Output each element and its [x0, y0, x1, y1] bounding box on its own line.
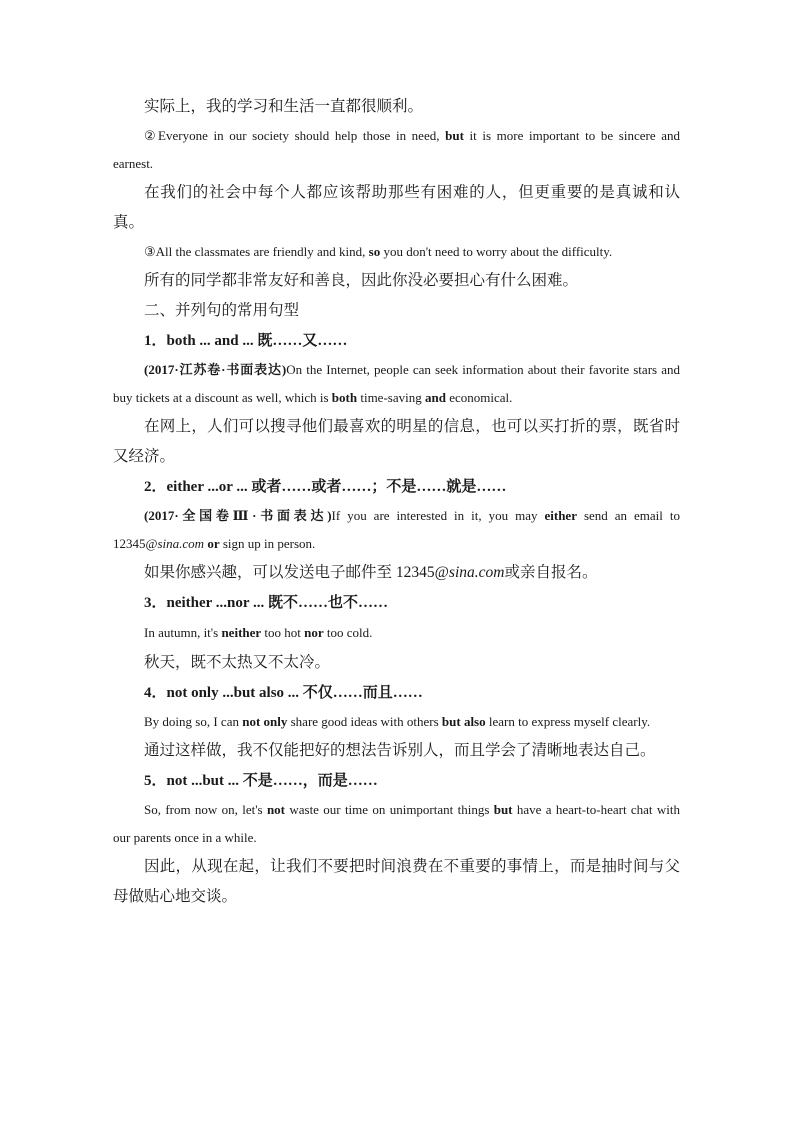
text: If you are interested in it, you may — [331, 508, 545, 523]
text: ②Everyone in our society should help those in need, — [144, 128, 446, 143]
source-label: (2017·全国卷Ⅲ·书面表达) — [144, 508, 332, 523]
keyword-not: not — [266, 802, 286, 817]
document-page — [113, 92, 680, 912]
pattern-3-example-en — [113, 618, 680, 648]
keyword-but-also: but also — [441, 714, 486, 729]
text: it is more important to be sincere and earnest. — [113, 128, 680, 171]
example-3-cn: 所有的同学都非常友好和善良，因此你没必要担心有什么困难。 — [144, 272, 579, 289]
pattern-heading-4: 4．not only ...but also ... 不仅……而且…… — [144, 685, 423, 701]
pattern-1-example-en — [113, 356, 680, 412]
text: By doing so, I can — [144, 714, 243, 729]
pattern-3-example-cn: 秋天，既不太热又不太冷。 — [144, 654, 331, 671]
text: sign up in person. — [219, 536, 316, 551]
text: time-saving — [357, 390, 425, 405]
pattern-heading-3: 3．neither ...nor ... 既不……也不…… — [144, 595, 389, 611]
email-domain: sina.com — [157, 536, 205, 551]
email-domain: sina.com — [448, 564, 505, 581]
paragraph-cn-1: 实际上，我的学习和生活一直都很顺利。 — [144, 98, 424, 115]
pattern-2-example-en — [113, 502, 680, 558]
text: learn to express myself clearly. — [485, 714, 651, 729]
keyword-or: or — [207, 536, 220, 551]
keyword-neither: neither — [221, 625, 262, 640]
text: waste our time on unimportant things — [285, 802, 494, 817]
example-2-en — [113, 122, 680, 178]
keyword-but: but — [493, 802, 513, 817]
pattern-5-example-en — [113, 796, 680, 852]
pattern-2-example-cn — [113, 558, 680, 588]
pattern-heading-1: 1．both ... and ... 既……又…… — [144, 333, 348, 349]
example-2-cn: 在我们的社会中每个人都应该帮助那些有困难的人，但更重要的是真诚和认真。 — [113, 184, 680, 231]
text: you don't need to worry about the difficulty. — [380, 244, 613, 259]
pattern-4-example-en — [113, 708, 680, 736]
text: too hot — [261, 625, 305, 640]
source-label: (2017·江苏卷·书面表达) — [144, 362, 287, 377]
text: So, from now on, let's — [144, 802, 267, 817]
keyword-either: either — [544, 508, 577, 523]
text: share good ideas with others — [287, 714, 442, 729]
keyword-so: so — [368, 244, 381, 259]
keyword-nor: nor — [304, 625, 324, 640]
text: too cold. — [323, 625, 373, 640]
keyword-both: both — [331, 390, 358, 405]
example-3-en — [113, 238, 680, 266]
pattern-4-example-cn: 通过这样做，我不仅能把好的想法告诉别人，而且学会了清晰地表达自己。 — [144, 742, 656, 759]
keyword-and: and — [424, 390, 446, 405]
text: have a heart-to-heart chat with our parents once in a while. — [113, 802, 680, 845]
text: send an email to 12345@ — [113, 508, 681, 551]
pattern-heading-5: 5．not ...but ... 不是……，而是…… — [144, 773, 378, 789]
keyword-but: but — [445, 128, 464, 143]
pattern-1-example-cn: 在网上，人们可以搜寻他们最喜欢的明星的信息，也可以买打折的票，既省时又经济。 — [113, 418, 680, 465]
section-heading: 二、并列句的常用句型 — [144, 302, 300, 319]
text: ③All the classmates are friendly and kind, — [144, 244, 369, 259]
text: economical. — [445, 390, 513, 405]
pattern-heading-2: 2．either ...or ... 或者……或者……；不是……就是…… — [144, 479, 507, 495]
text: 如果你感兴趣，可以发送电子邮件至 12345@ — [144, 564, 449, 581]
keyword-not-only: not only — [242, 714, 288, 729]
text: 或亲自报名。 — [504, 564, 598, 581]
text: In autumn, it's — [144, 625, 222, 640]
pattern-5-example-cn: 因此，从现在起，让我们不要把时间浪费在不重要的事情上，而是抽时间与父母做贴心地交谈。 — [113, 858, 680, 905]
text: On the Internet, people can seek information about their favorite stars and buy tickets at a discount as well, which is — [113, 362, 680, 405]
